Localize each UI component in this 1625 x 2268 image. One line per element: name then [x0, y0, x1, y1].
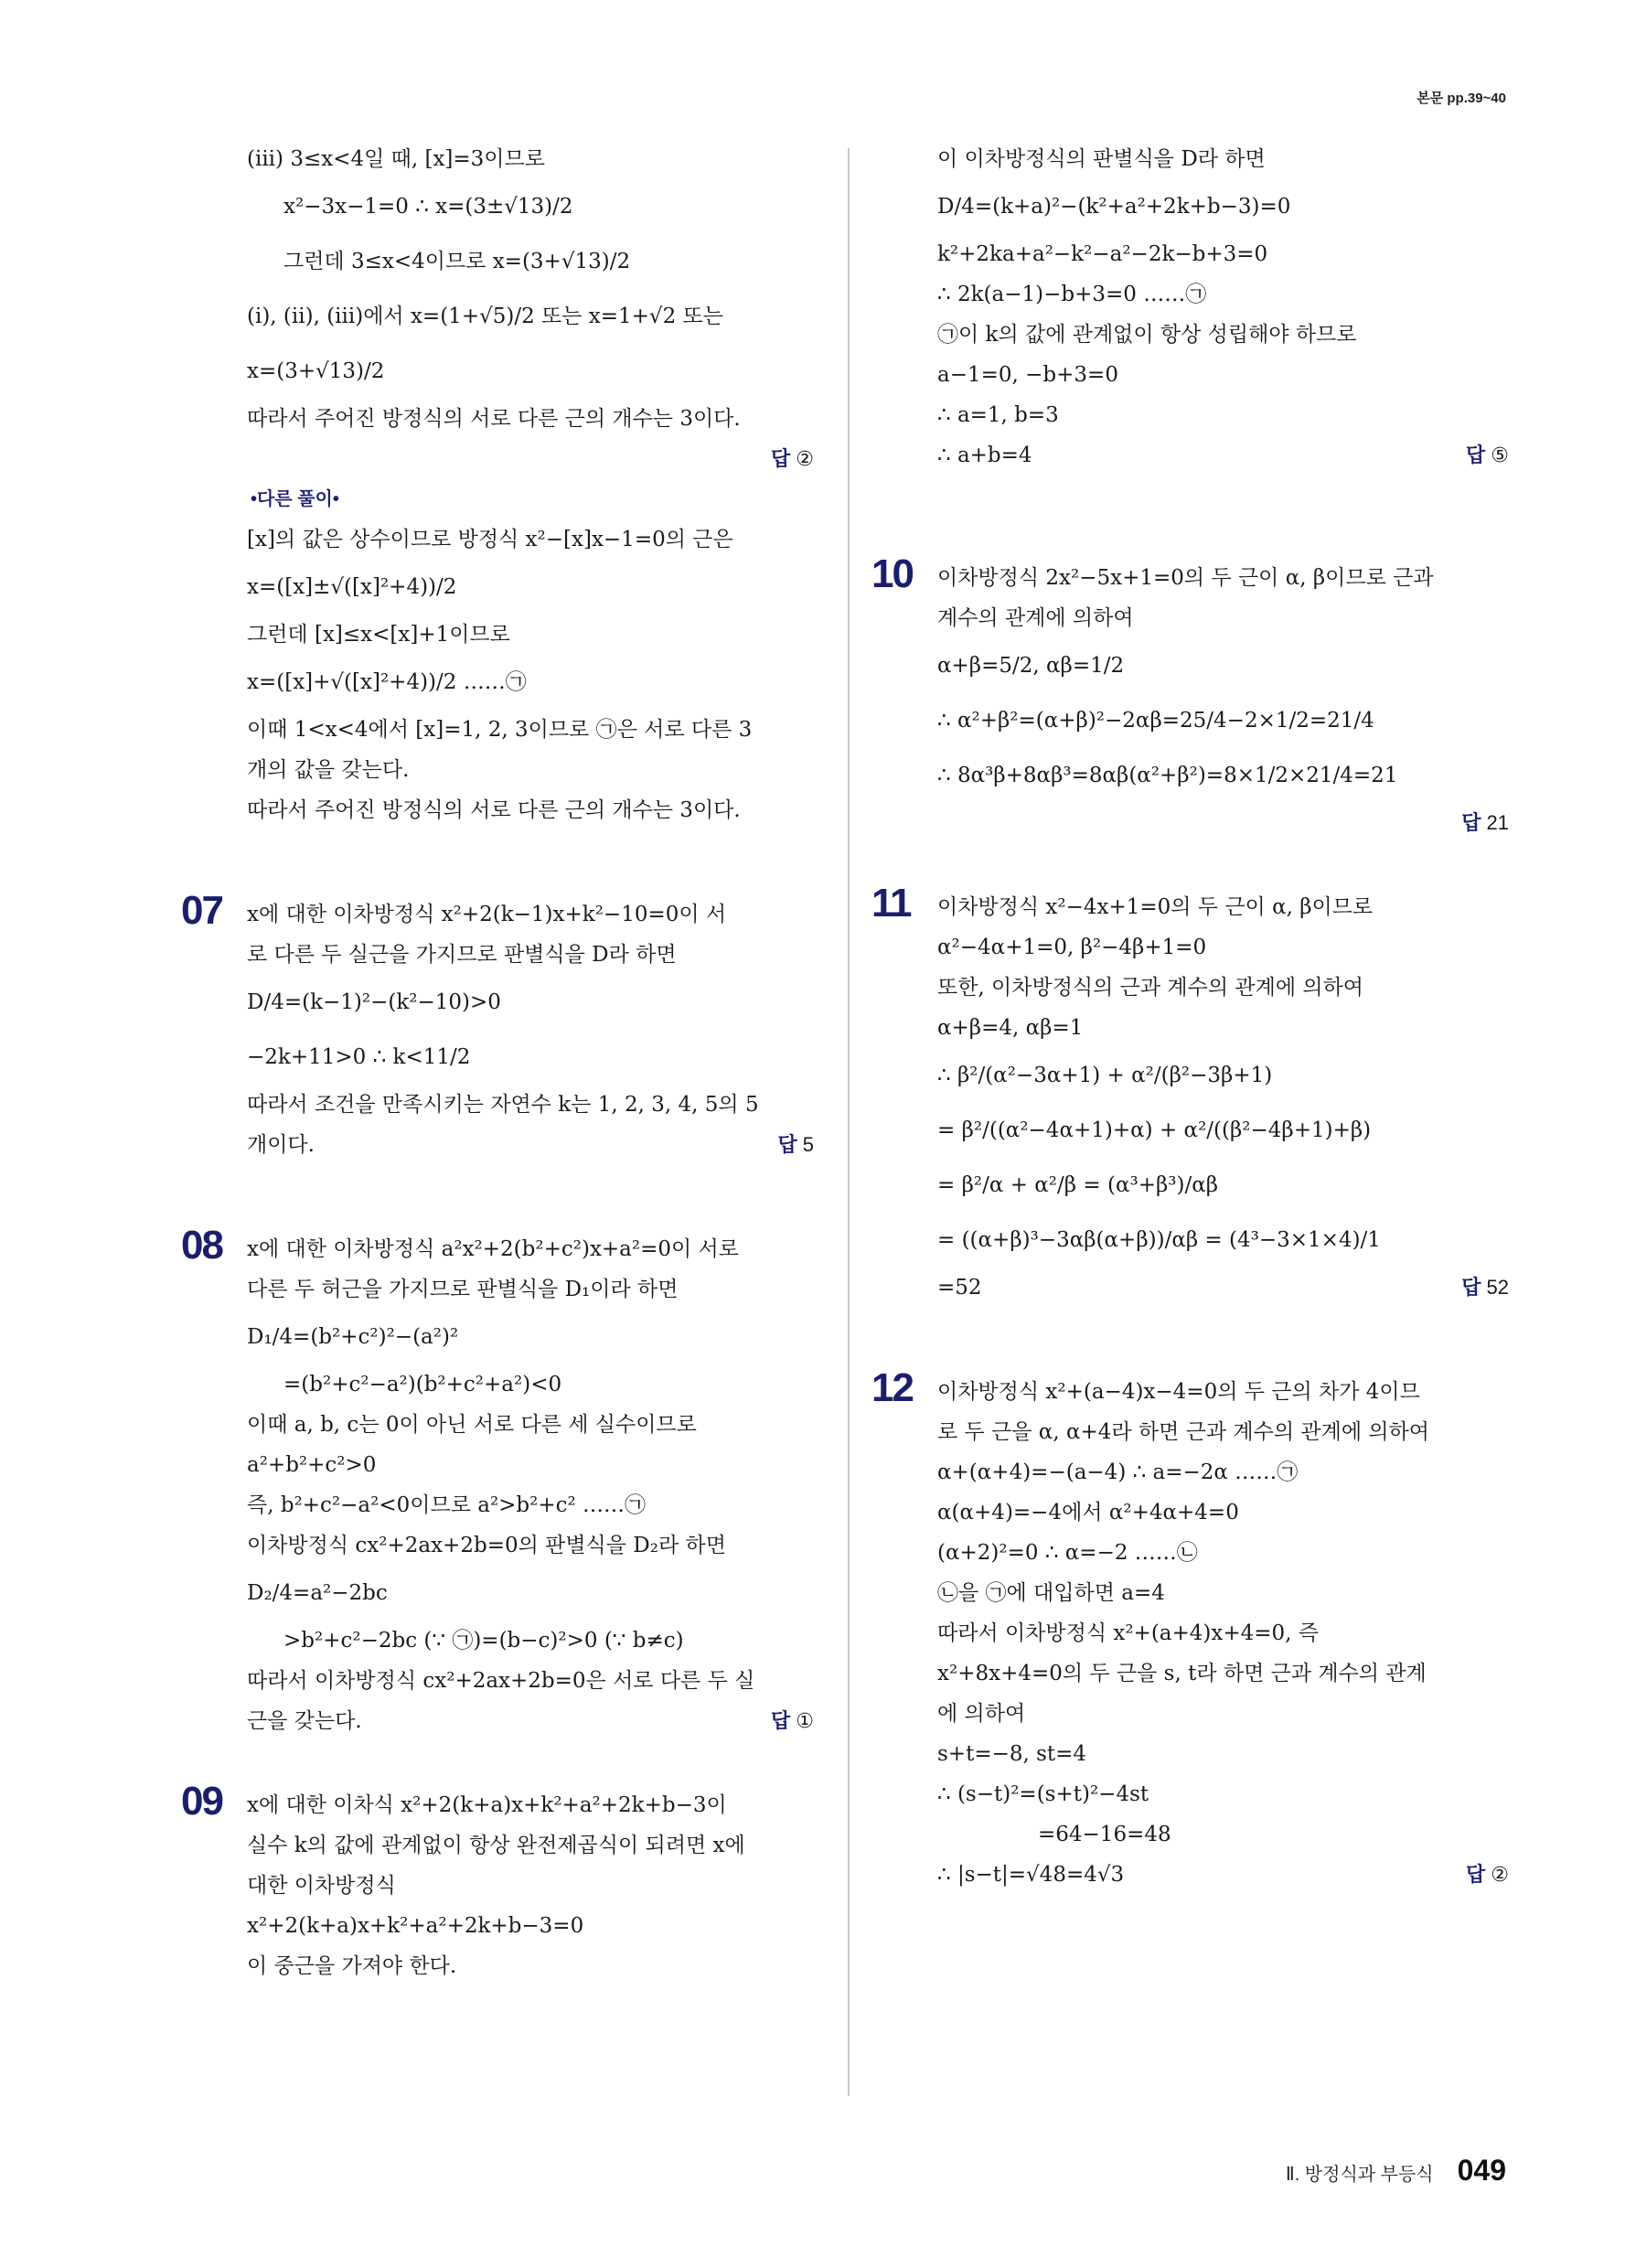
solution-line — [937, 1855, 1509, 1895]
answer-label: 답 — [777, 1133, 797, 1156]
problem-09 — [181, 1779, 814, 1986]
solution-line: D/4=(k−1)²−(k²−10)>0 — [247, 990, 501, 1014]
solution-line: 따라서 이차방정식 cx²+2ax+2b=0은 서로 다른 두 실 — [247, 1669, 755, 1693]
answer-value: 5 — [802, 1133, 814, 1156]
solution-line: 로 다른 두 실근을 가지므로 판별식을 D라 하면 — [247, 943, 677, 967]
page-footer — [1286, 2154, 1506, 2188]
problem-number: 07 — [181, 888, 222, 933]
solution-line: 그런데 [x]≤x<[x]+1이므로 — [247, 623, 510, 647]
answer-label: 답 — [1466, 444, 1486, 466]
solution-line: [x]의 값은 상수이므로 방정식 x²−[x]x−1=0의 근은 — [247, 528, 733, 551]
solution-line: D₁/4=(b²+c²)²−(a²)² — [247, 1325, 459, 1349]
solution-line: x=(3+√13)/2 — [247, 359, 385, 383]
solution-text: 근을 갖는다. — [247, 1709, 362, 1733]
answer-label: 답 — [1466, 1863, 1486, 1886]
continuation-solution-06 — [247, 139, 814, 479]
solution-line: ∴ 2k(a−1)−b+3=0 ……㉠ — [937, 283, 1207, 306]
answer-label: 답 — [771, 447, 791, 470]
answer-value: ① — [796, 1709, 814, 1732]
problem-08 — [181, 1223, 814, 1741]
solution-text: 개이다. — [247, 1133, 315, 1157]
solution-line: 따라서 주어진 방정식의 서로 다른 근의 개수는 3이다. — [247, 798, 741, 822]
solution-line: D₂/4=a²−2bc — [247, 1581, 388, 1605]
solution-line: = β²/α + α²/β = (α³+β³)/αβ — [937, 1173, 1219, 1197]
solution-line: a−1=0, −b+3=0 — [937, 363, 1118, 387]
page-number: 049 — [1457, 2154, 1506, 2187]
problem-12 — [871, 1365, 1509, 1895]
solution-line: 대한 이차방정식 — [247, 1874, 396, 1898]
solution-line: −2k+11>0 ∴ k<11/2 — [247, 1045, 471, 1069]
solution-line: 이때 a, b, c는 0이 아닌 서로 다른 세 실수이므로 — [247, 1413, 697, 1437]
chapter-title: Ⅱ. 방정식과 부등식 — [1285, 2165, 1434, 2185]
column-divider — [848, 148, 850, 2096]
solution-line: x=([x]+√([x]²+4))/2 ……㉠ — [247, 670, 527, 694]
solution-line: 즉, b²+c²−a²<0이므로 a²>b²+c² ……㉠ — [247, 1493, 647, 1517]
solution-line: D/4=(k+a)²−(k²+a²+2k+b−3)=0 — [937, 195, 1291, 219]
solution-line: s+t=−8, st=4 — [937, 1742, 1087, 1766]
solution-text: ∴ |s−t|=√48=4√3 — [937, 1863, 1125, 1887]
solution-line: (i), (ii), (iii)에서 x=(1+√5)/2 또는 x=1+√2 또는 — [247, 305, 723, 328]
answer — [247, 439, 814, 479]
solution-line: = β²/((α²−4α+1)+α) + α²/((β²−4β+1)+β) — [937, 1118, 1372, 1142]
solution-line: ∴ β²/(α²−3α+1) + α²/(β²−3β+1) — [937, 1064, 1273, 1087]
solution-line: 그런데 3≤x<4이므로 x=(3+√13)/2 — [283, 250, 631, 273]
solution-line: ∴ a=1, b=3 — [937, 403, 1059, 427]
solution-line: x에 대한 이차방정식 a²x²+2(b²+c²)x+a²=0이 서로 — [247, 1237, 739, 1261]
answer — [1466, 435, 1509, 476]
solution-line: 따라서 이차방정식 x²+(a+4)x+4=0, 즉 — [937, 1621, 1320, 1645]
solution-line — [937, 435, 1509, 476]
solution-line: ∴ (s−t)²=(s+t)²−4st — [937, 1782, 1149, 1806]
answer-value: ② — [1491, 1863, 1509, 1886]
answer-value: ⑤ — [1491, 444, 1509, 466]
answer-label: 답 — [771, 1709, 791, 1732]
solution-line: 또한, 이차방정식의 근과 계수의 관계에 의하여 — [937, 976, 1364, 1000]
solution-line: ㉠이 k의 값에 관계없이 항상 성립해야 하므로 — [937, 323, 1357, 347]
problem-number: 10 — [871, 551, 913, 596]
solution-line: 다른 두 허근을 가지므로 판별식을 D₁이라 하면 — [247, 1278, 679, 1301]
solution-line: k²+2ka+a²−k²−a²−2k−b+3=0 — [937, 242, 1268, 266]
solution-line: x=([x]±√([x]²+4))/2 — [247, 575, 457, 599]
solution-text: =52 — [937, 1276, 982, 1300]
alternative-solution — [247, 479, 814, 830]
solution-line: 이차방정식 cx²+2ax+2b=0의 판별식을 D₂라 하면 — [247, 1534, 726, 1557]
solution-line: >b²+c²−2bc (∵ ㉠)=(b−c)²>0 (∵ b≠c) — [283, 1629, 684, 1653]
solution-text: ∴ a+b=4 — [937, 444, 1032, 467]
problem-11 — [871, 881, 1509, 1308]
continuation-solution-09 — [937, 139, 1509, 476]
problem-10 — [871, 551, 1509, 843]
problem-number: 11 — [871, 881, 911, 925]
answer-value: ② — [796, 447, 814, 470]
right-column — [871, 139, 1509, 1895]
solution-line: α²−4α+1=0, β²−4β+1=0 — [937, 936, 1207, 959]
solution-line: 이차방정식 2x²−5x+1=0의 두 근이 α, β이므로 근과 — [937, 566, 1434, 590]
solution-line: 이 중근을 가져야 한다. — [247, 1954, 457, 1978]
answer — [777, 1125, 814, 1165]
problem-number: 08 — [181, 1223, 222, 1268]
solution-line: x²+8x+4=0의 두 근을 s, t라 하면 근과 계수의 관계 — [937, 1662, 1427, 1685]
solution-line — [247, 1701, 814, 1741]
solution-line: ㉡을 ㉠에 대입하면 a=4 — [937, 1581, 1165, 1605]
answer — [1466, 1855, 1509, 1895]
answer-label: 답 — [1461, 1276, 1481, 1299]
solution-line — [247, 1125, 814, 1165]
solution-line: 이차방정식 x²+(a−4)x−4=0의 두 근의 차가 4이므 — [937, 1380, 1420, 1404]
answer-label: 답 — [1461, 811, 1481, 834]
solution-line: 계수의 관계에 의하여 — [937, 606, 1134, 630]
solution-line: x²−3x−1=0 ∴ x=(3±√13)/2 — [283, 195, 573, 219]
solution-line: α(α+4)=−4에서 α²+4α+4=0 — [937, 1501, 1239, 1524]
solution-line: x에 대한 이차방정식 x²+2(k−1)x+k²−10=0이 서 — [247, 903, 727, 926]
solution-line: 따라서 주어진 방정식의 서로 다른 근의 개수는 3이다. — [247, 407, 741, 431]
left-column — [181, 139, 814, 1986]
solution-line: 로 두 근을 α, α+4라 하면 근과 계수의 관계에 의하여 — [937, 1420, 1430, 1444]
solution-line: 실수 k의 값에 관계없이 항상 완전제곱식이 되려면 x에 — [247, 1834, 745, 1857]
solution-line: (α+2)²=0 ∴ α=−2 ……㉡ — [937, 1541, 1198, 1565]
solution-line: α+β=4, αβ=1 — [937, 1016, 1084, 1040]
problem-number: 09 — [181, 1779, 222, 1824]
solution-line: 이때 1<x<4에서 [x]=1, 2, 3이므로 ㉠은 서로 다른 3 — [247, 718, 753, 742]
solution-line — [937, 1268, 1509, 1308]
solution-line: =(b²+c²−a²)(b²+c²+a²)<0 — [283, 1373, 562, 1396]
solution-line: (iii) 3≤x<4일 때, [x]=3이므로 — [247, 147, 545, 171]
solution-line: =64−16=48 — [1038, 1823, 1171, 1846]
answer — [771, 1701, 814, 1741]
answer — [1461, 1268, 1509, 1308]
problem-07 — [181, 888, 814, 1165]
problem-number: 12 — [871, 1365, 913, 1410]
solution-line: α+(α+4)=−(a−4) ∴ a=−2α ……㉠ — [937, 1460, 1299, 1484]
solution-line: a²+b²+c²>0 — [247, 1453, 377, 1477]
solution-line: ∴ 8α³β+8αβ³=8αβ(α²+β²)=8×1/2×21/4=21 — [937, 764, 1398, 787]
solution-line: α+β=5/2, αβ=1/2 — [937, 654, 1125, 678]
solution-line: 에 의하여 — [937, 1702, 1026, 1726]
page-reference: 본문 pp.39~40 — [1417, 91, 1506, 106]
solution-line: ∴ α²+β²=(α+β)²−2αβ=25/4−2×1/2=21/4 — [937, 709, 1374, 733]
solution-line: x에 대한 이차식 x²+2(k+a)x+k²+a²+2k+b−3이 — [247, 1793, 727, 1817]
solution-line: = ((α+β)³−3αβ(α+β))/αβ = (4³−3×1×4)/1 — [937, 1228, 1381, 1252]
answer-value: 52 — [1486, 1276, 1509, 1299]
alternative-solution-title: •다른 풀이• — [251, 489, 339, 509]
solution-line: 개의 값을 갖는다. — [247, 758, 410, 782]
solution-line: 이 이차방정식의 판별식을 D라 하면 — [937, 147, 1266, 171]
answer — [937, 803, 1509, 843]
answer-value: 21 — [1486, 811, 1509, 834]
solution-line: x²+2(k+a)x+k²+a²+2k+b−3=0 — [247, 1914, 584, 1938]
solution-line: 따라서 조건을 만족시키는 자연수 k는 1, 2, 3, 4, 5의 5 — [247, 1093, 759, 1117]
solution-line: 이차방정식 x²−4x+1=0의 두 근이 α, β이므로 — [937, 895, 1374, 919]
